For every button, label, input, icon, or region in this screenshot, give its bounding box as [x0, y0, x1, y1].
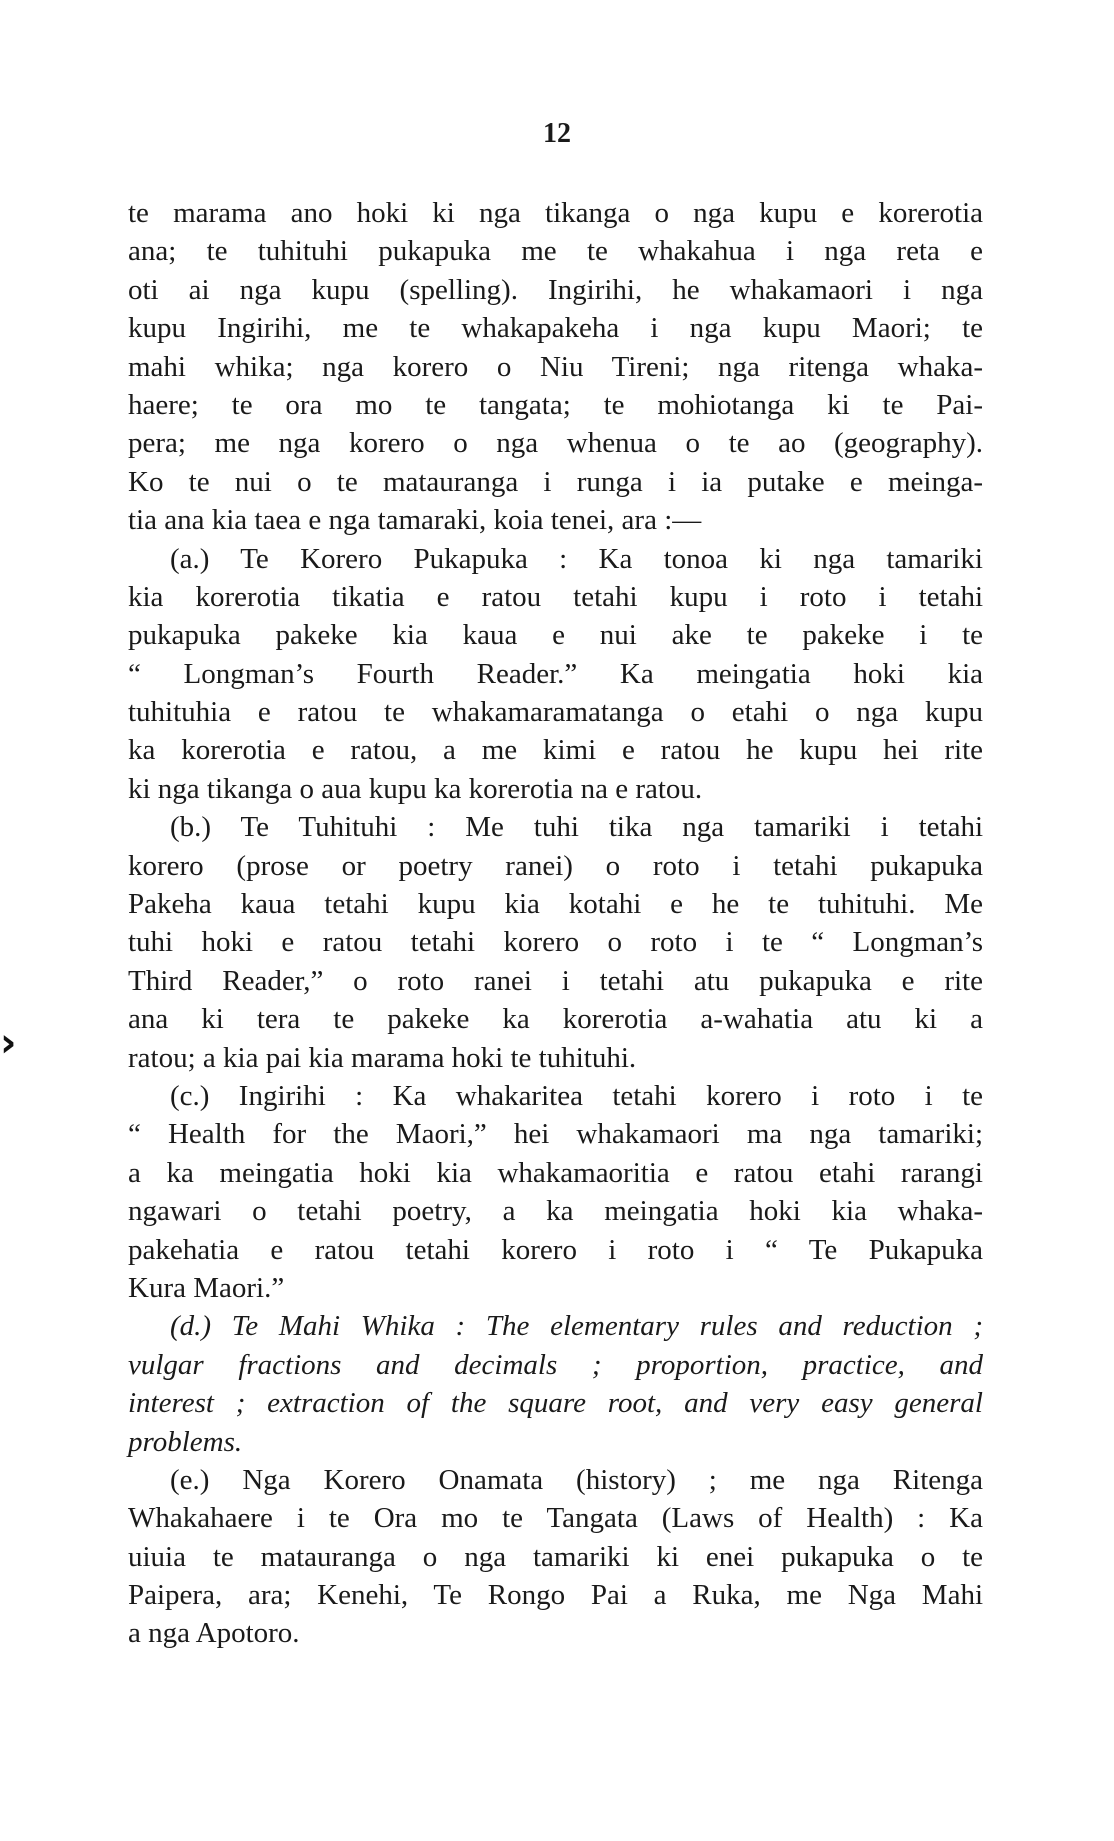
- text-line: ana ki tera te pakeke ka korerotia a-wahatia atu ki a: [128, 1003, 983, 1036]
- text-line: interest ; extraction of the square root, and very easy general: [128, 1387, 983, 1420]
- text-line: a ka meingatia hoki kia whakamaoritia e ratou etahi rarangi: [128, 1156, 983, 1189]
- text-line: Third Reader,” o roto ranei i tetahi atu pukapuka e rite: [128, 964, 983, 997]
- text-line: ki nga tikanga o aua kupu ka korerotia na e ratou.: [128, 772, 703, 805]
- text-line: tuhituhia e ratou te whakamaramatanga o etahi o nga kupu: [128, 696, 983, 729]
- paragraph-d-start: (d.) Te Mahi Whika : The elementary rules and reduction ;: [170, 1310, 983, 1343]
- text-line: pakehatia e ratou tetahi korero i roto i “ Te Pukapuka: [128, 1233, 983, 1266]
- text-line: tia ana kia taea e nga tamaraki, koia tenei, ara :—: [128, 504, 702, 537]
- text-line: a nga Apotoro.: [128, 1617, 300, 1650]
- text-line: oti ai nga kupu (spelling). Ingirihi, he whakamaori i nga: [128, 273, 983, 306]
- text-line: kia korerotia tikatia e ratou tetahi kupu i roto i tetahi: [128, 580, 983, 613]
- text-line: korero (prose or poetry ranei) o roto i tetahi pukapuka: [128, 849, 983, 882]
- margin-chevron-mark: ›: [0, 1020, 17, 1066]
- text-line: “ Longman’s Fourth Reader.” Ka meingatia hoki kia: [128, 657, 983, 690]
- text-line: mahi whika; nga korero o Niu Tireni; nga ritenga whaka-: [128, 350, 983, 383]
- text-line: Pakeha kaua tetahi kupu kia kotahi e he te tuhituhi. Me: [128, 888, 983, 921]
- paragraph-a-start: (a.) Te Korero Pukapuka : Ka tonoa ki nga tamariki: [170, 542, 983, 575]
- text-line: ngawari o tetahi poetry, a ka meingatia hoki kia whaka-: [128, 1195, 983, 1228]
- paragraph-e-start: (e.) Nga Korero Onamata (history) ; me nga Ritenga: [170, 1463, 983, 1496]
- page-number: 12: [543, 118, 571, 149]
- text-line: Kura Maori.”: [128, 1271, 285, 1304]
- text-line: pukapuka pakeke kia kaua e nui ake te pakeke i te: [128, 619, 983, 652]
- text-line: pera; me nga korero o nga whenua o te ao (geography).: [128, 427, 983, 460]
- text-line: Ko te nui o te matauranga i runga i ia putake e meinga-: [128, 465, 983, 498]
- body-text: [128, 194, 983, 1653]
- text-line: Paipera, ara; Kenehi, Te Rongo Pai a Ruka, me Nga Mahi: [128, 1579, 983, 1612]
- text-line: te marama ano hoki ki nga tikanga o nga kupu e korerotia: [128, 197, 983, 229]
- text-line: tuhi hoki e ratou tetahi korero o roto i te “ Longman’s: [128, 926, 983, 959]
- text-line: ratou; a kia pai kia marama hoki te tuhituhi.: [128, 1041, 637, 1074]
- paragraph-c-start: (c.) Ingirihi : Ka whakaritea tetahi korero i roto i te: [170, 1079, 983, 1112]
- text-line: kupu Ingirihi, me te whakapakeha i nga kupu Maori; te: [128, 312, 983, 345]
- text-line: vulgar fractions and decimals ; proportion, practice, and: [128, 1348, 983, 1381]
- text-line: “ Health for the Maori,” hei whakamaori ma nga tamariki;: [128, 1118, 983, 1151]
- paragraph-b-start: (b.) Te Tuhituhi : Me tuhi tika nga tamariki i tetahi: [170, 811, 983, 844]
- text-line: uiuia te matauranga o nga tamariki ki enei pukapuka o te: [128, 1540, 983, 1573]
- text-line: Whakahaere i te Ora mo te Tangata (Laws of Health) : Ka: [128, 1502, 983, 1535]
- text-line: problems.: [128, 1425, 243, 1458]
- text-line: haere; te ora mo te tangata; te mohiotanga ki te Pai-: [128, 388, 983, 421]
- text-line: ana; te tuhituhi pukapuka me te whakahua i nga reta e: [128, 235, 983, 268]
- text-line: ka korerotia e ratou, a me kimi e ratou he kupu hei rite: [128, 734, 983, 767]
